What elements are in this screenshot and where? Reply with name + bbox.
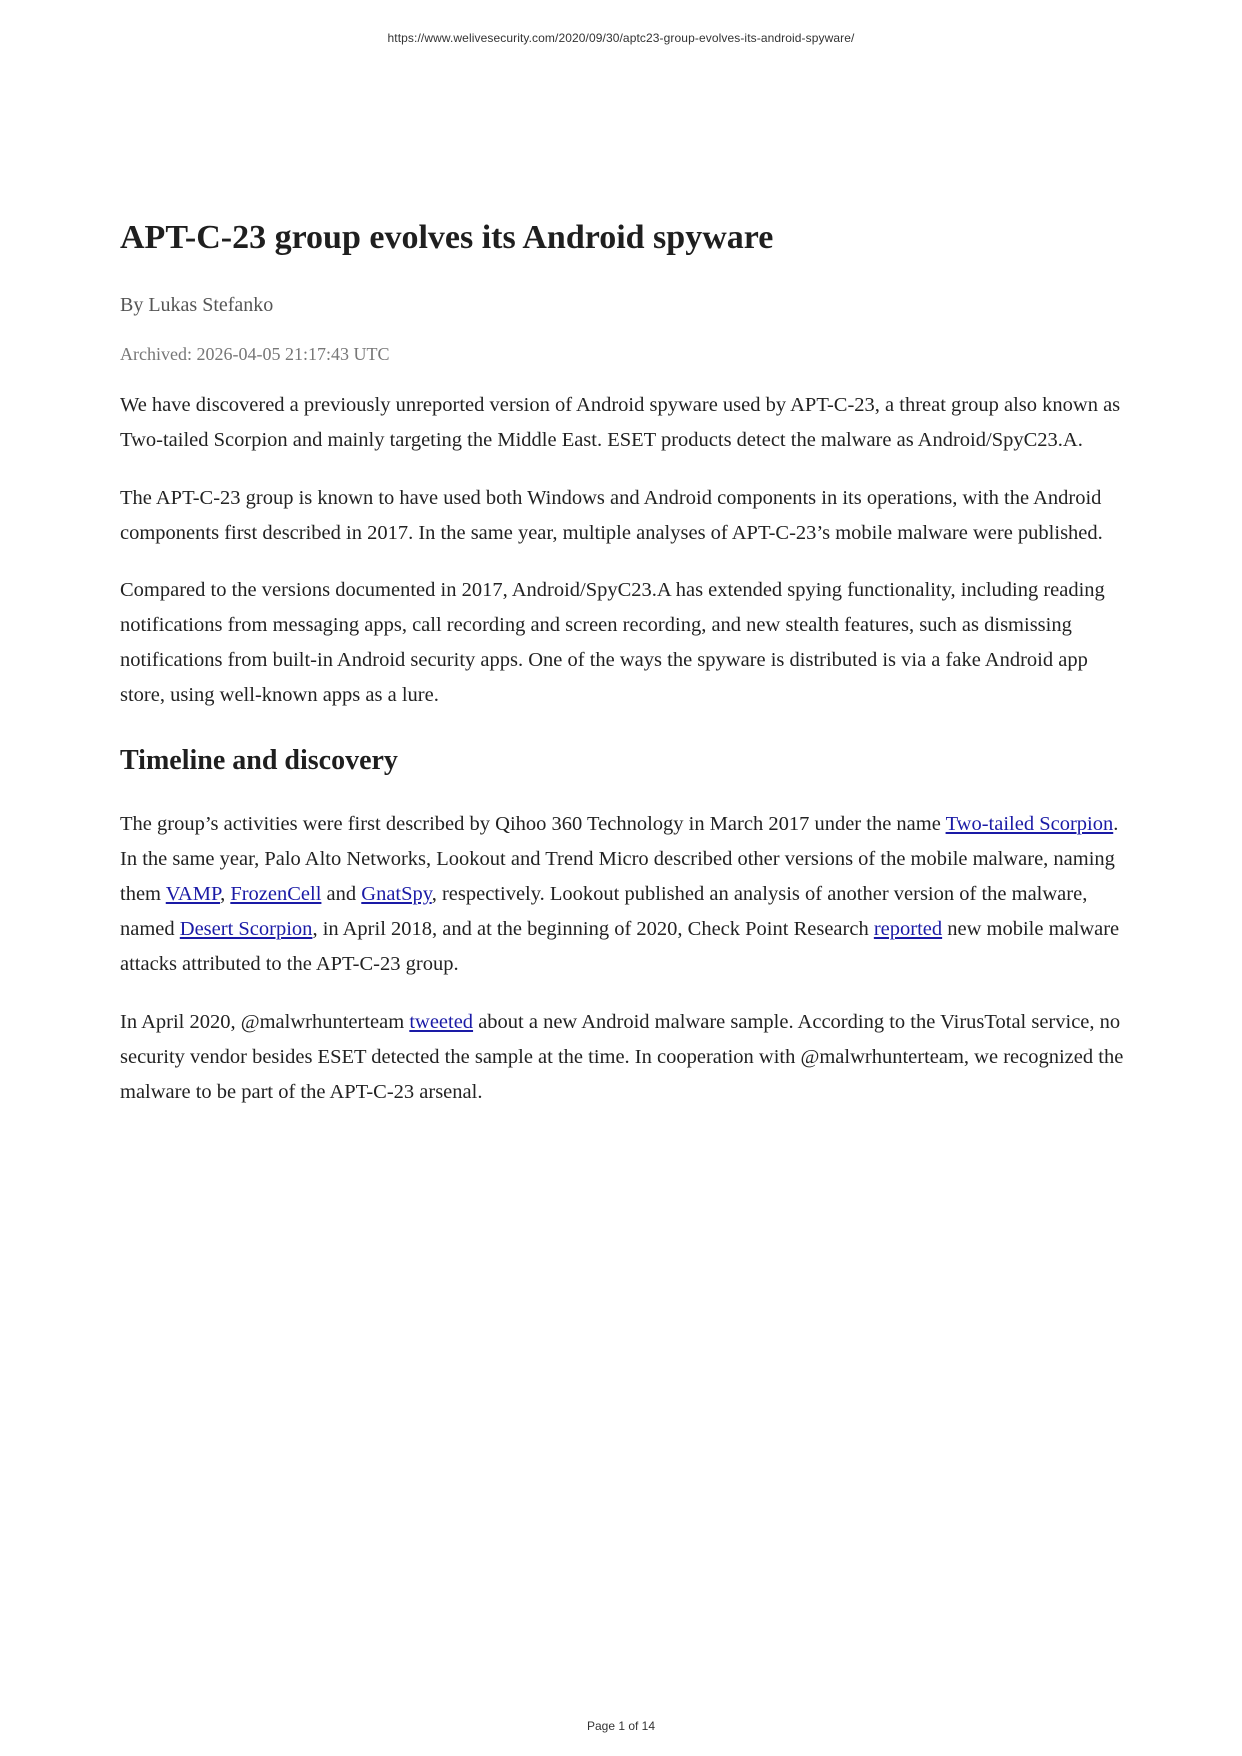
paragraph-text: new mobile malware attacks attributed to the APT-C-23 group. (120, 918, 1120, 975)
link-tweeted[interactable]: tweeted (409, 1011, 474, 1033)
paragraph-discovery (120, 1005, 1130, 1110)
link-reported[interactable]: reported (873, 918, 943, 940)
article-title: APT-C-23 group evolves its Android spyware (120, 219, 774, 256)
link-desert-scorpion[interactable]: Desert Scorpion (179, 918, 313, 940)
paragraph-text: . In the same year, Palo Alto Networks, Lookout and Trend Micro described other versions of the mobile malware, naming them (120, 813, 1119, 905)
page-number: Page 1 of 14 (586, 1719, 656, 1733)
paragraph-comparison: Compared to the versions documented in 2017, Android/SpyC23.A has extended spying functionality, including reading notifications from messaging apps, call recording and screen recording, and new stealth features, such as dismissing notifications from built-in Android security apps. One of the ways the spyware is distributed is via a fake Android app store, using well-known apps as a lure. (120, 579, 1105, 706)
page-url-header: https://www.welivesecurity.com/2020/09/30/aptc23-group-evolves-its-android-spyware/ (387, 31, 855, 45)
link-vamp[interactable]: VAMP (165, 883, 221, 905)
archived-timestamp: Archived: 2026-04-05 21:17:43 UTC (120, 344, 390, 364)
link-two-tailed-scorpion[interactable]: Two-tailed Scorpion (945, 813, 1114, 835)
paragraph-text: In April 2020, @malwrhunterteam (120, 1011, 410, 1033)
link-gnatspy[interactable]: GnatSpy (361, 883, 432, 905)
paragraph-text: , in April 2018, and at the beginning of 2020, Check Point Research (312, 918, 874, 940)
section-heading-timeline: Timeline and discovery (120, 745, 398, 776)
paragraph-text: The group’s activities were first described by Qihoo 360 Technology in March 2017 under the name (120, 813, 946, 835)
paragraph-text: about a new Android malware sample. According to the VirusTotal service, no security vendor besides ESET detected the sample at the time. In cooperation with @malwrhunterteam, we recognized the malware to be part of the APT-C-23 arsenal. (120, 1011, 1124, 1103)
article (120, 210, 1130, 1110)
article-byline: By Lukas Stefanko (120, 294, 274, 316)
paragraph-timeline (120, 807, 1130, 982)
paragraph-text: , (220, 883, 231, 905)
paragraph-intro: We have discovered a previously unreported version of Android spyware used by APT-C-23, a threat group also known as Two-tailed Scorpion and mainly targeting the Middle East. ESET products detect the malware as Android/SpyC23.A. (120, 394, 1121, 451)
paragraph-text: and (321, 883, 362, 905)
paragraph-background: The APT-C-23 group is known to have used both Windows and Android components in its operations, with the Android components first described in 2017. In the same year, multiple analyses of APT-C-23’s mobile malware were published. (120, 487, 1103, 544)
paragraph-text: , respectively. Lookout published an analysis of another version of the malware, named (120, 883, 1088, 940)
link-frozencell[interactable]: FrozenCell (230, 883, 322, 905)
